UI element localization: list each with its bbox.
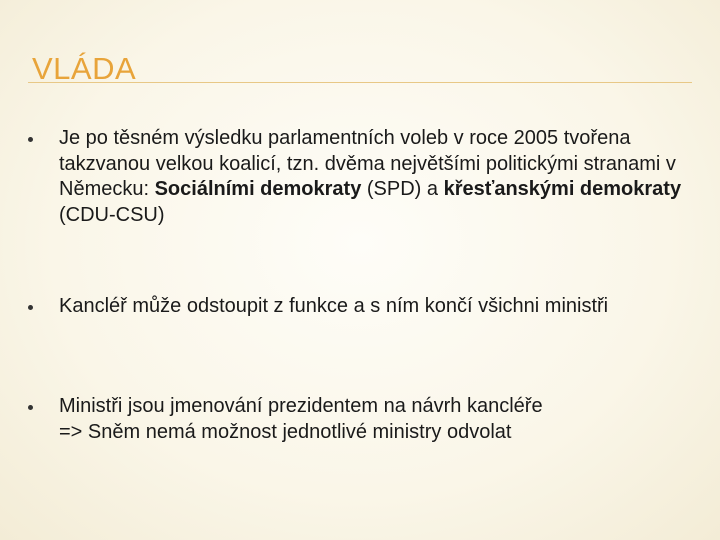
bullet-text (59, 294, 709, 320)
bullet-text-bold-segment: Sociálními demokraty (154, 178, 362, 200)
bullet-text-segment: Ministři jsou jmenování prezidentem na návrh kancléře (59, 395, 543, 417)
bullet-text-segment: Je po těsném výsledku parlamentních voleb v roce 2005 tvořena takzvanou velkou koalicí, tzn. dvěma největšími politickými stranami v Německu: (59, 127, 676, 200)
bullet-text-bold-segment: křesťanskými demokraty (443, 178, 682, 200)
bullet-dot-icon (28, 137, 33, 142)
title-underline (28, 82, 692, 83)
bullet-text (59, 126, 709, 228)
bullet-text-segment: Kancléř může odstoupit z funkce a s ním končí všichni ministři (59, 295, 609, 317)
bullet-text-segment: => Sněm nemá možnost jednotlivé ministry odvolat (59, 420, 512, 443)
slide-title: VLÁDA (32, 51, 137, 86)
bullet-dot-icon (28, 305, 33, 310)
bullet-text-segment: (SPD) a (361, 178, 444, 200)
bullet-text-segment: (CDU-CSU) (59, 203, 165, 226)
bullet-dot-icon (28, 405, 33, 410)
bullet-text (59, 394, 709, 445)
